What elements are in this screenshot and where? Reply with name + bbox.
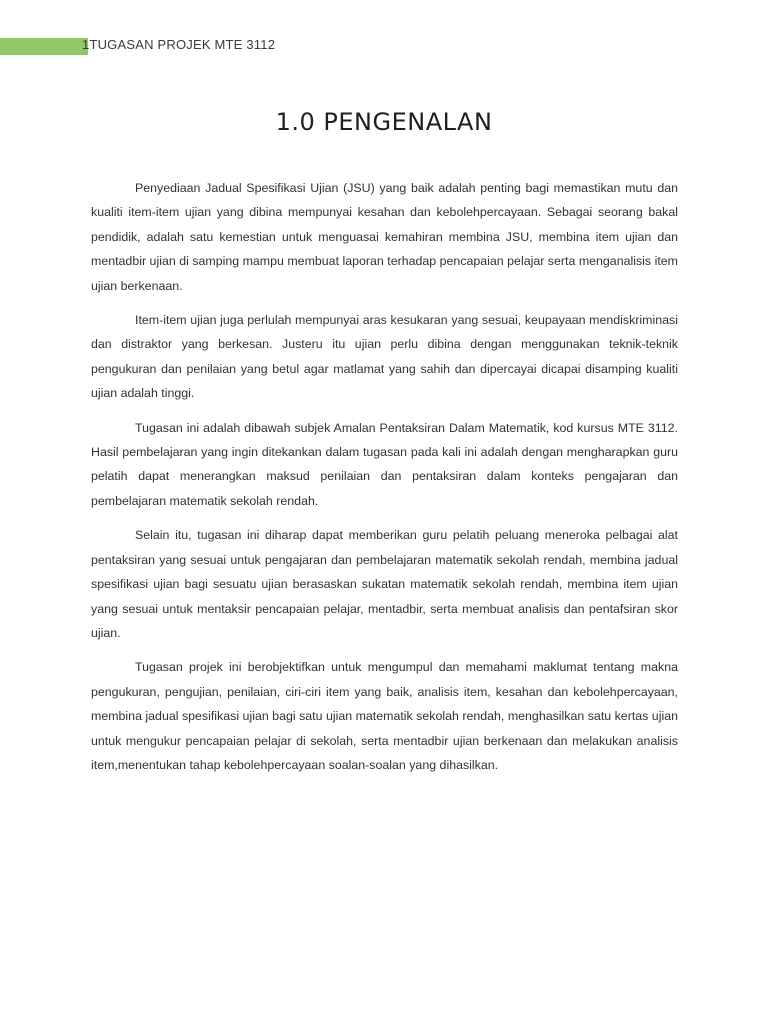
running-header — [82, 37, 275, 52]
page-number: 1 — [82, 37, 90, 52]
header-title: TUGASAN PROJEK MTE 3112 — [89, 37, 276, 52]
paragraph-1: Penyediaan Jadual Spesifikasi Ujian (JSU) yang baik adalah penting bagi memastikan mutu dan kualiti item-item ujian yang dibina mempunyai kesahan dan kebolehpercayaan. Sebagai seorang bakal pendidik, adalah satu kemestian untuk menguasai kemahiran membina JSU, membina item ujian dan mentadbir ujian di samping mampu membuat laporan terhadap pencapaian pelajar serta menganalisis item ujian berkenaan. — [91, 181, 678, 293]
paragraph-2: Item-item ujian juga perlulah mempunyai aras kesukaran yang sesuai, keupayaan mendiskriminasi dan distraktor yang berkesan. Justeru itu ujian perlu dibina dengan menggunakan teknik-teknik pengukuran dan penilaian yang betul agar matlamat yang sahih dan dipercayai dicapai disamping kualiti ujian adalah tinggi. — [91, 313, 678, 401]
paragraph-5: Tugasan projek ini berobjektifkan untuk mengumpul dan memahami maklumat tentang makna pengukuran, pengujian, penilaian, ciri-ciri item yang baik, analisis item, kesahan dan kebolehpercayaan, membina jadual spesifikasi ujian bagi satu ujian matematik sekolah rendah, menghasilkan satu kertas ujian untuk mengukur pencapaian pelajar di sekolah, serta mentadbir ujian berkenaan dan melakukan analisis item,menentukan tahap kebolehpercayaan soalan-soalan yang dihasilkan. — [91, 660, 678, 772]
header-accent-bar — [0, 38, 88, 55]
paragraph-4: Selain itu, tugasan ini diharap dapat memberikan guru pelatih peluang meneroka pelbagai alat pentaksiran yang sesuai untuk pengajaran dan pembelajaran matematik sekolah rendah, membina jadual spesifikasi ujian bagi sesuatu ujian berasaskan sukatan matematik sekolah rendah, membina item ujian yang sesuai untuk mentaksir pencapaian pelajar, mentadbir, serta membuat analisis dan pentafsiran skor ujian. — [91, 528, 678, 640]
paragraph-3: Tugasan ini adalah dibawah subjek Amalan Pentaksiran Dalam Matematik, kod kursus MTE 3112. Hasil pembelajaran yang ingin ditekankan dalam tugasan pada kali ini adalah dengan mengharapkan guru pelatih dapat menerangkan maksud penilaian dan pentaksiran dalam konteks pengajaran dan pembelajaran matematik sekolah rendah. — [91, 420, 678, 508]
section-title: 1.0 PENGENALAN — [275, 108, 493, 136]
document-body — [91, 176, 678, 787]
